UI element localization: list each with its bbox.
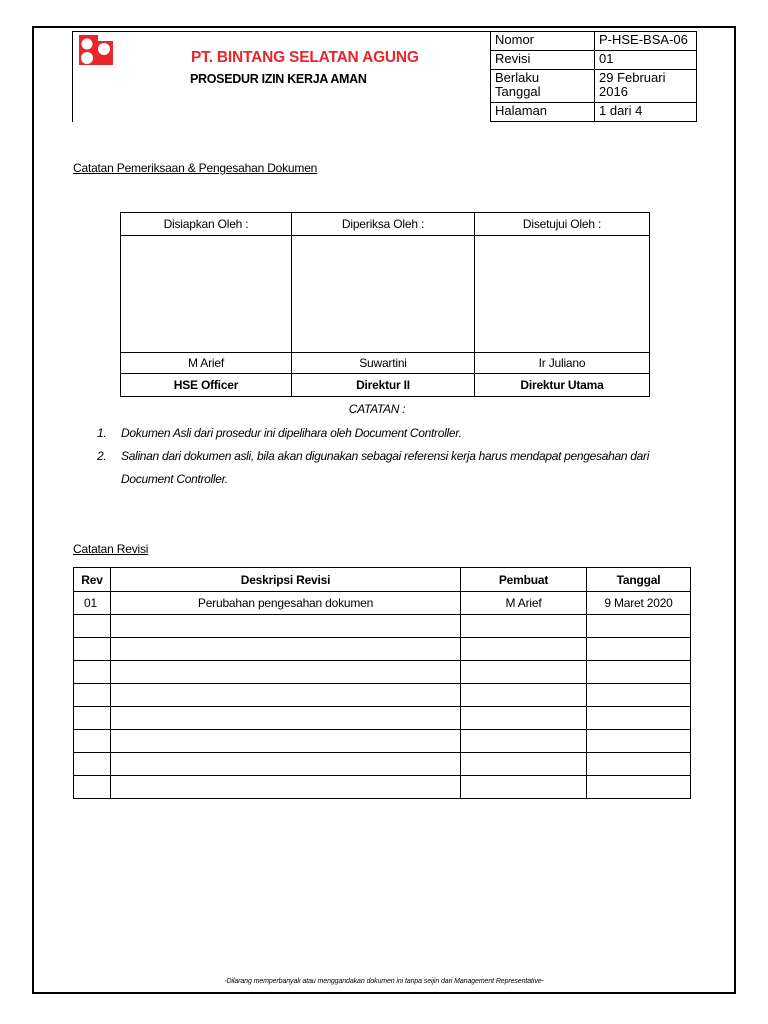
signer-role: Direktur II [292, 374, 475, 397]
notes-block [97, 402, 697, 491]
description-cell: Perubahan pengesahan dokumen [111, 592, 461, 615]
signature-box [121, 236, 292, 353]
description-cell [111, 615, 461, 638]
signer-name: M Arief [121, 353, 292, 374]
column-header: Deskripsi Revisi [111, 568, 461, 592]
rev-cell [74, 615, 111, 638]
rev-cell [74, 684, 111, 707]
description-cell [111, 638, 461, 661]
rev-cell [74, 661, 111, 684]
notes-list [97, 422, 697, 491]
date-cell [587, 776, 691, 799]
column-header: Tanggal [587, 568, 691, 592]
table-row [74, 730, 691, 753]
author-cell [461, 638, 587, 661]
page-footer: -Dilarang memperbanyak atau menggandakan dokumen ini tanpa seijin dari Management Representative- [224, 978, 544, 985]
rev-cell [74, 753, 111, 776]
company-logo [79, 35, 113, 65]
note-text: Dokumen Asli dari prosedur ini dipelihara oleh Document Controller. [121, 426, 462, 440]
signer-role: Direktur Utama [475, 374, 650, 397]
approval-heading: Disetujui Oleh : [475, 213, 650, 236]
rev-cell [74, 730, 111, 753]
table-row [74, 661, 691, 684]
table-row [74, 638, 691, 661]
table-row [74, 592, 691, 615]
date-cell [587, 684, 691, 707]
table-row [74, 753, 691, 776]
company-name: PT. BINTANG SELATAN AGUNG [191, 49, 419, 66]
meta-label: Revisi [491, 51, 595, 70]
meta-value: 01 [595, 51, 697, 70]
approval-table [120, 212, 650, 397]
date-cell [587, 753, 691, 776]
date-cell [587, 615, 691, 638]
rev-cell [74, 707, 111, 730]
procedure-title: PROSEDUR IZIN KERJA AMAN [190, 72, 367, 86]
author-cell [461, 776, 587, 799]
date-cell [587, 707, 691, 730]
meta-label: Nomor [491, 32, 595, 51]
revision-table [73, 567, 691, 799]
meta-value: 1 dari 4 [595, 103, 697, 122]
date-cell [587, 638, 691, 661]
author-cell [461, 661, 587, 684]
description-cell [111, 776, 461, 799]
signature-box [475, 236, 650, 353]
author-cell [461, 730, 587, 753]
table-row [74, 776, 691, 799]
author-cell [461, 707, 587, 730]
rev-cell [74, 776, 111, 799]
signer-name: Ir Juliano [475, 353, 650, 374]
description-cell [111, 707, 461, 730]
meta-label: Halaman [491, 103, 595, 122]
table-row [74, 684, 691, 707]
meta-value: P-HSE-BSA-06 [595, 32, 697, 51]
approval-section-title: Catatan Pemeriksaan & Pengesahan Dokumen [73, 161, 318, 175]
meta-label: Berlaku Tanggal [491, 70, 595, 103]
revision-section-title: Catatan Revisi [73, 542, 149, 556]
date-cell [587, 730, 691, 753]
table-row [74, 615, 691, 638]
signature-box [292, 236, 475, 353]
approval-heading: Diperiksa Oleh : [292, 213, 475, 236]
note-text: Salinan dari dokumen asli, bila akan digunakan sebagai referensi kerja harus mendapat pengesahan dari Document Controller. [121, 449, 650, 486]
approval-heading: Disiapkan Oleh : [121, 213, 292, 236]
signer-role: HSE Officer [121, 374, 292, 397]
date-cell [587, 661, 691, 684]
column-header: Pembuat [461, 568, 587, 592]
description-cell [111, 661, 461, 684]
description-cell [111, 730, 461, 753]
note-number: 2. [97, 449, 107, 463]
author-cell [461, 615, 587, 638]
rev-cell: 01 [74, 592, 111, 615]
rev-cell [74, 638, 111, 661]
description-cell [111, 753, 461, 776]
date-cell: 9 Maret 2020 [587, 592, 691, 615]
author-cell: M Arief [461, 592, 587, 615]
table-row [74, 707, 691, 730]
note-number: 1. [97, 426, 107, 440]
author-cell [461, 753, 587, 776]
column-header: Rev [74, 568, 111, 592]
author-cell [461, 684, 587, 707]
note-item [97, 445, 697, 491]
meta-value: 29 Februari 2016 [595, 70, 697, 103]
header-title-cell [73, 32, 491, 122]
notes-caption: CATATAN : [348, 402, 406, 416]
description-cell [111, 684, 461, 707]
document-header [72, 31, 697, 122]
signer-name: Suwartini [292, 353, 475, 374]
note-item [97, 422, 697, 445]
